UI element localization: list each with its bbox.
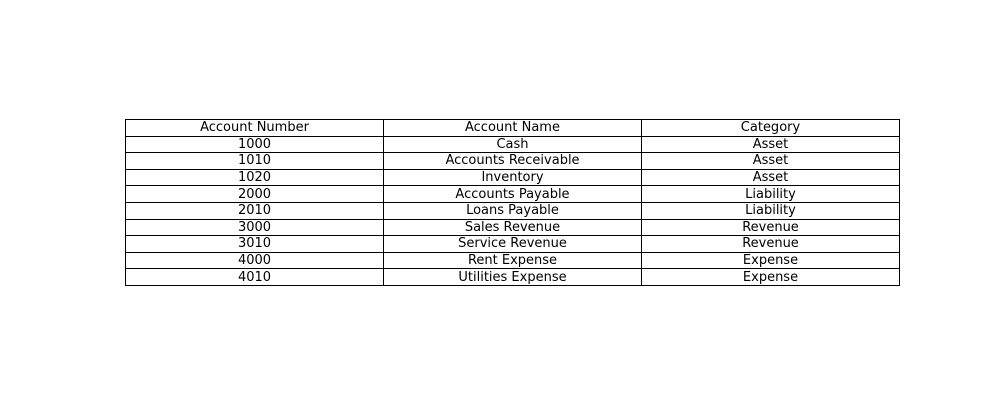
table-cell: Asset bbox=[642, 153, 900, 170]
table-row bbox=[126, 202, 900, 219]
table-cell: Liability bbox=[642, 186, 900, 203]
table-cell: 1020 bbox=[126, 169, 384, 186]
table-cell: Loans Payable bbox=[384, 202, 642, 219]
table-cell: Rent Expense bbox=[384, 252, 642, 269]
table-cell: 4000 bbox=[126, 252, 384, 269]
table-cell: Accounts Receivable bbox=[384, 153, 642, 170]
table-row bbox=[126, 236, 900, 253]
table-body bbox=[126, 120, 900, 286]
table-cell: Expense bbox=[642, 252, 900, 269]
table-cell: Asset bbox=[642, 136, 900, 153]
table-cell: 4010 bbox=[126, 269, 384, 286]
table-row bbox=[126, 136, 900, 153]
table-cell: 2000 bbox=[126, 186, 384, 203]
table-header-row bbox=[126, 120, 900, 137]
table-row bbox=[126, 186, 900, 203]
table-cell: Revenue bbox=[642, 219, 900, 236]
table-cell: Liability bbox=[642, 202, 900, 219]
table-cell: Accounts Payable bbox=[384, 186, 642, 203]
table-cell: Expense bbox=[642, 269, 900, 286]
table-cell: Service Revenue bbox=[384, 236, 642, 253]
table-cell: Asset bbox=[642, 169, 900, 186]
table-cell: Revenue bbox=[642, 236, 900, 253]
table-cell: Sales Revenue bbox=[384, 219, 642, 236]
table-row bbox=[126, 269, 900, 286]
table-row bbox=[126, 219, 900, 236]
table-cell: 3010 bbox=[126, 236, 384, 253]
table-cell: Utilities Expense bbox=[384, 269, 642, 286]
table-cell: 1010 bbox=[126, 153, 384, 170]
table-row bbox=[126, 252, 900, 269]
column-header: Account Name bbox=[384, 120, 642, 137]
column-header: Account Number bbox=[126, 120, 384, 137]
chart-of-accounts-table bbox=[125, 119, 900, 286]
table-row bbox=[126, 153, 900, 170]
table-cell: Inventory bbox=[384, 169, 642, 186]
table-row bbox=[126, 169, 900, 186]
table-cell: 1000 bbox=[126, 136, 384, 153]
column-header: Category bbox=[642, 120, 900, 137]
table-cell: 2010 bbox=[126, 202, 384, 219]
table-cell: Cash bbox=[384, 136, 642, 153]
table-cell: 3000 bbox=[126, 219, 384, 236]
